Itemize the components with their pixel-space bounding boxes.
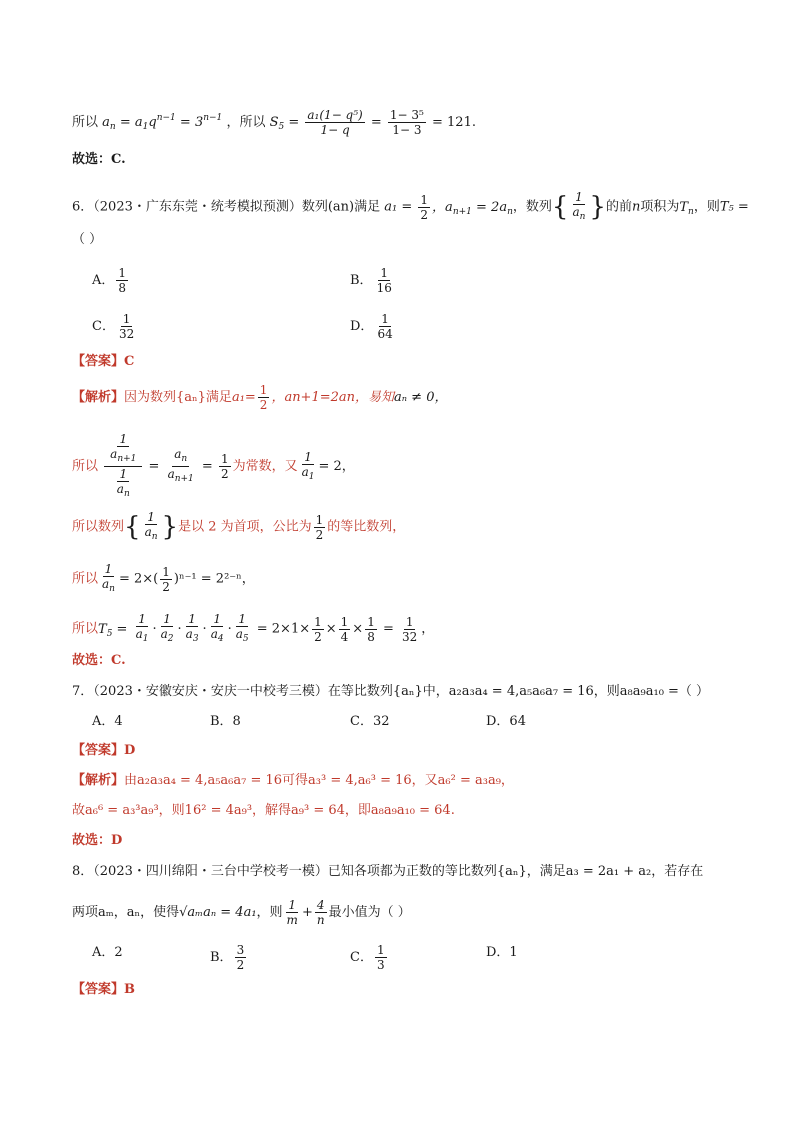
q7-analysis-1: 【解析】由a₂a₃a₄ = 4,a₅a₆a₇ = 16可得a₃³ = 4,a₆³ = 16，又a₆² = a₃a₉， [72, 773, 514, 788]
fraction: $\frac{1}{a_n}$ [572, 190, 586, 222]
q8-stem-2: 两项aₘ，aₙ，使得√aₘaₙ = 4a₁，则 $\frac{1}{m}$ + $\frac{4}{n}$ 最小值为（ ） [72, 898, 411, 927]
q6-analysis-5: 所以$T_5$ = $\frac{1}{a_1}$ · $\frac{1}{a_2}$ · $\frac{1}{a_3}$ · $\frac{1}{a_4}$ · $\frac{1}{a_5}$ = 2×1× $\frac{1}{2}$ × $\frac{1}{4}$ × $\frac{1}{8}$ = $\frac{1}{32}$ ， [72, 612, 435, 644]
q6-option-d[interactable]: D． $\frac{1}{64}$ [350, 312, 393, 341]
q6-paren: （ ） [72, 232, 103, 247]
q7-option-a[interactable]: A．4 [92, 714, 123, 729]
q7-answer: 【答案】D [72, 743, 136, 758]
q8-option-b[interactable]: B． $\frac{3}{2}$ [210, 943, 245, 972]
q7-analysis-2: 故a₆⁶ = a₃³a₉³，则16² = 4a₉³，解得a₉³ = 64，即a₈a₉a₁₀ = 64. [72, 803, 455, 818]
q8-answer: 【答案】B [72, 982, 135, 997]
q7-option-b[interactable]: B．8 [210, 714, 241, 729]
fraction: $\frac{1}{2}$ [420, 192, 429, 222]
q8-stem-1: 8．（2023・四川绵阳・三台中学校考一模）已知各项都为正数的等比数列{aₙ}，满足a₃ = 2a₁ + a₂，若存在 [72, 864, 704, 879]
text: ，所以 [226, 115, 266, 130]
text: 所以 [72, 115, 99, 130]
q6-final: 故选：C. [72, 653, 126, 668]
q7-option-c[interactable]: C．32 [350, 714, 390, 729]
q6-option-c[interactable]: C． $\frac{1}{32}$ [92, 312, 135, 341]
q6-analysis-2: 所以 $\frac{\frac{1}{a_{n+1}}}{\frac{1}{a_n}}$ = $\frac{a_n}{a_{n+1}}$ = $\frac{1}{2}$ 为常数，又 $\frac{1}{a_1}$ = 2， [72, 432, 355, 499]
q6-analysis-3: 所以数列{ $\frac{1}{a_n}$ }是以 2 为首项，公比为 $\frac{1}{2}$ 的等比数列， [72, 510, 406, 542]
q7-stem: 7．（2023・安徽安庆・安庆一中校考三模）在等比数列{aₙ}中，a₂a₃a₄ = 4,a₅a₆a₇ = 16，则a₈a₉a₁₀ =（ ） [72, 684, 710, 699]
q6-answer: 【答案】C [72, 354, 135, 369]
q6-analysis-4: 所以 $\frac{1}{a_n}$ = 2×( $\frac{1}{2}$ )ⁿ⁻¹ = 2²⁻ⁿ， [72, 562, 255, 594]
q6-option-b[interactable]: B． $\frac{1}{16}$ [350, 266, 392, 295]
q7-option-d[interactable]: D．64 [486, 714, 526, 729]
text: = 121. [432, 115, 476, 130]
q5-answer: 故选：C. [72, 152, 126, 167]
q8-option-a[interactable]: A．2 [92, 945, 123, 960]
q6-analysis-1: 【解析】因为数列{aₙ}满足a₁= $\frac{1}{2}$ ，an+1=2an，易知aₙ ≠ 0， [72, 383, 448, 412]
math-s5: $S_5$ = [269, 115, 300, 132]
fraction: $\frac{\frac{1}{a_{n+1}}}{\frac{1}{a_n}}$ [104, 432, 142, 501]
q6-option-a[interactable]: A． $\frac{1}{8}$ [92, 266, 127, 295]
fraction: $\frac{\text{a₁(1− q⁵)}}{1- q}$ [307, 108, 363, 137]
math-an: $a_n = a_1q^{n-1} = 3^{n-1}$ [102, 113, 223, 132]
q7-final: 故选：D [72, 833, 123, 848]
q6-stem: 6．（2023・广东东莞・统考模拟预测）数列(an)满足 a₁ = $\frac{1}{2}$ ，$a_{n+1} = 2a_n$，数列{ $\frac{1}{a_n}$ }的前n项积为$T_n$，则T₅ = [72, 190, 749, 222]
fraction: $\frac{\text{1− 3⁵}}{1- 3}$ [389, 108, 424, 137]
q8-option-c[interactable]: C． $\frac{1}{3}$ [350, 943, 385, 972]
q8-option-d[interactable]: D．1 [486, 945, 518, 960]
q5-result-line: 所以 $a_n = a_1q^{n-1} = 3^{n-1}$ ，所以 $S_5$ = $\frac{\text{a₁(1− q⁵)}}{1- q}$ = $\frac{\text{1− 3⁵}}{1- 3}$ = 121. [72, 108, 476, 137]
